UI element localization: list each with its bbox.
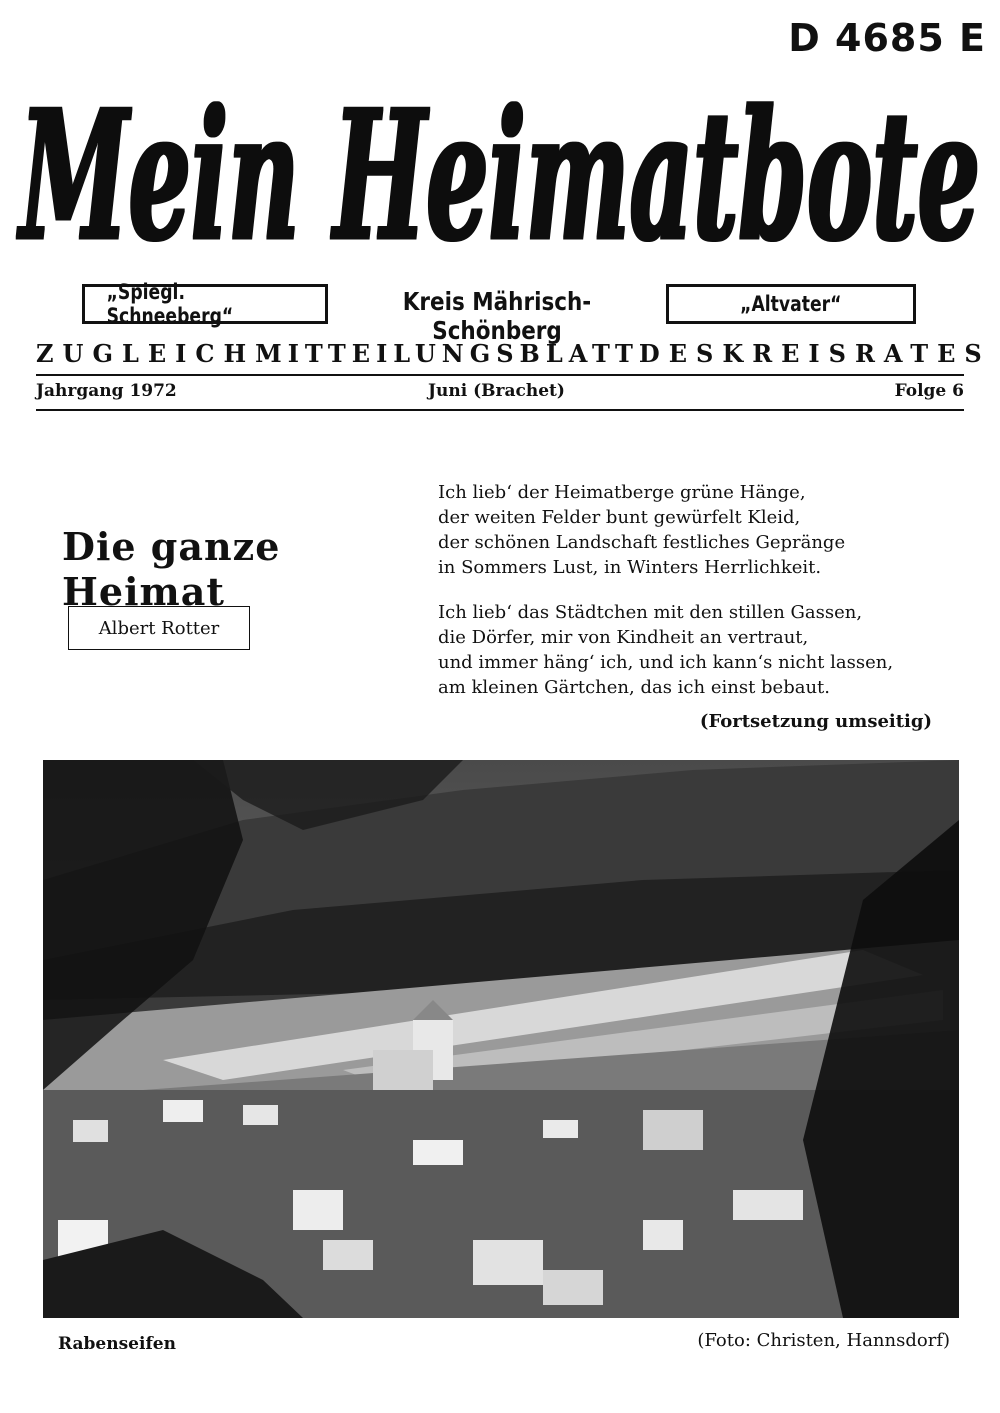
issue-year: Jahrgang 1972 bbox=[36, 381, 177, 401]
poem-title: Die ganze Heimat bbox=[62, 524, 281, 614]
landscape-image bbox=[43, 760, 959, 1318]
masthead-text: Mein Heimatbote bbox=[16, 71, 981, 280]
region-label-schneeberg: „Spiegl. Schneeberg“ bbox=[106, 280, 234, 328]
subtitle-word: ZUGLEICH bbox=[36, 338, 256, 368]
region-label-altvater: „Altvater“ bbox=[740, 292, 842, 316]
poem-body bbox=[438, 480, 978, 720]
continuation-note: (Fortsetzung umseitig) bbox=[699, 711, 932, 732]
photo-caption: Rabenseifen bbox=[58, 1334, 176, 1354]
publication-code: D 4685 E bbox=[788, 16, 986, 60]
poem-line: die Dörfer, mir von Kindheit an vertraut, bbox=[438, 627, 809, 648]
photo-credit: (Foto: Christen, Hannsdorf) bbox=[697, 1330, 950, 1351]
issue-number: Folge 6 bbox=[894, 381, 964, 401]
poem-line: der weiten Felder bunt gewürfelt Kleid, bbox=[438, 507, 801, 528]
subtitle-word: DES bbox=[638, 338, 723, 368]
divider-top bbox=[36, 374, 964, 376]
masthead-logo bbox=[10, 58, 990, 280]
region-box-altvater bbox=[666, 284, 916, 324]
poem-stanza-1 bbox=[438, 480, 978, 580]
author-name: Albert Rotter bbox=[98, 617, 220, 639]
divider-bottom bbox=[36, 409, 964, 411]
poem-line: und immer häng‘ ich, und ich kann‘s nicht lassen, bbox=[438, 652, 894, 673]
poem-line: der schönen Landschaft festliches Gepränge bbox=[438, 532, 846, 553]
subtitle-word: MITTEILUNGSBLATT bbox=[255, 338, 639, 368]
poem-line: am kleinen Gärtchen, das ich einst bebaut. bbox=[438, 677, 831, 698]
poem-line: Ich lieb‘ der Heimatberge grüne Hänge, bbox=[438, 482, 806, 503]
poem-line: in Sommers Lust, in Winters Herrlichkeit. bbox=[438, 557, 822, 578]
district-text: Kreis Mährisch-Schönberg bbox=[402, 287, 592, 345]
issue-month: Juni (Brachet) bbox=[428, 381, 565, 401]
subtitle-line bbox=[36, 336, 991, 370]
subtitle-word: KREISRATES bbox=[722, 338, 991, 368]
issue-info-bar bbox=[36, 381, 964, 405]
region-box-schneeberg bbox=[82, 280, 328, 328]
poem-stanza-2 bbox=[438, 600, 978, 700]
poem-line: Ich lieb‘ das Städtchen mit den stillen Gassen, bbox=[438, 602, 863, 623]
poem-author bbox=[68, 606, 250, 650]
village-photo bbox=[43, 760, 959, 1318]
masthead-blackletter-title bbox=[10, 58, 990, 280]
